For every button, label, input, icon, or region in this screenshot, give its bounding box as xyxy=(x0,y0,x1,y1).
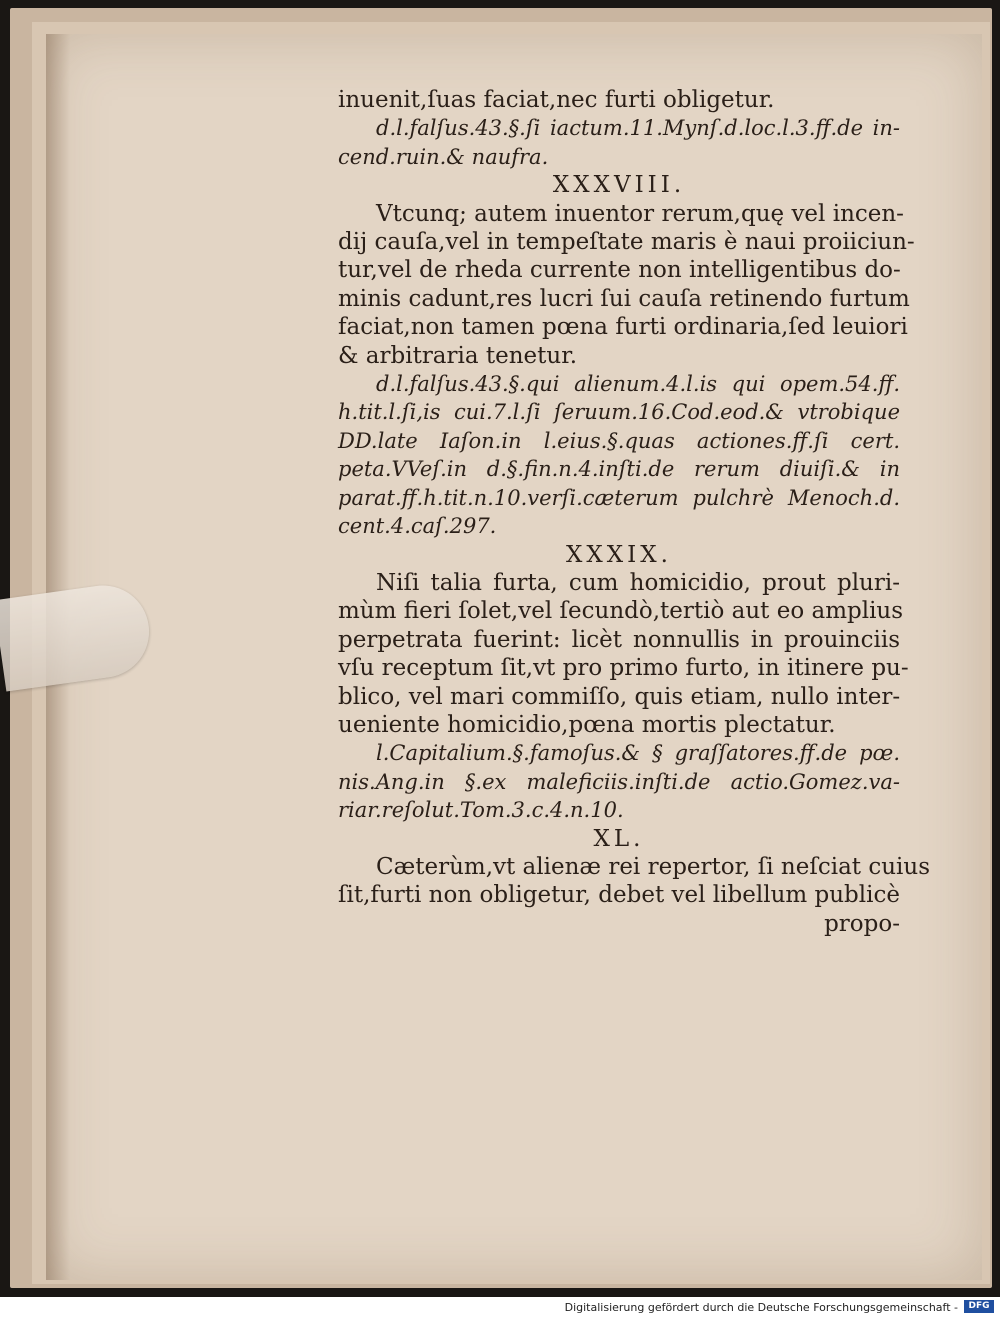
text-line: Vtcunq; autem inuentor rerum,quę vel incen- xyxy=(376,200,904,227)
citation-line: d.l.falſus.43.§.ſi iactum.11.Mynſ.d.loc.l.3.ff.de in- xyxy=(376,116,900,141)
text-line: ueniente homicidio,pœna mortis plectatur. xyxy=(338,711,836,738)
citation-line: cend.ruin.& naufra. xyxy=(338,144,549,169)
text-line: & arbitraria tenetur. xyxy=(338,342,578,369)
citation-line: riar.reſolut.Tom.3.c.4.n.10. xyxy=(338,798,624,823)
citation-line: h.tit.l.ſi,is cui.7.l.ſi ſeruum.16.Cod.eod.& vtrobique xyxy=(338,400,900,425)
section-heading: XXXIX. xyxy=(566,541,672,568)
text-line: Cæterùm,vt alienæ rei repertor, ſi neſciat cuius xyxy=(376,853,930,880)
citation-line: l.Capitalium.§.famoſus.& § graſſatores.ff.de pœ. xyxy=(376,741,900,766)
text-line: perpetrata fuerint: licèt nonnullis in prouinciis xyxy=(338,626,900,653)
text-line: Niſi talia furta, cum homicidio, prout pluri- xyxy=(376,569,900,596)
funding-credit: Digitalisierung gefördert durch die Deutsche Forschungsgemeinschaft - xyxy=(564,1301,958,1314)
text-line: vſu receptum ſit,vt pro primo furto, in itinere pu- xyxy=(338,655,909,682)
citation-line: parat.ff.h.tit.n.10.verſi.cæterum pulchrè Menoch.d. xyxy=(338,485,900,510)
text-line: ſit,furti non obligetur, debet vel libellum publicè xyxy=(338,882,900,909)
text-line: blico, vel mari commiſſo, quis etiam, nullo inter- xyxy=(338,683,901,710)
section-heading: XL. xyxy=(593,825,645,852)
text-line: inuenit,ſuas faciat,nec furti obligetur. xyxy=(338,87,775,113)
footer-bar xyxy=(0,1297,1000,1317)
citation-line: peta.VVeſ.in d.§.fin.n.4.inſti.de rerum diuiſi.& in xyxy=(338,457,900,482)
text-line: faciat,non tamen pœna furti ordinaria,ſed leuiori xyxy=(338,314,908,341)
citation-line: d.l.falſus.43.§.qui alienum.4.l.is qui opem.54.ff. xyxy=(376,372,900,397)
text-line: tur,vel de rheda currente non intelligentibus do- xyxy=(338,257,901,284)
text-line: dij cauſa,vel in tempeſtate maris è naui proiiciun- xyxy=(338,229,915,256)
page-text xyxy=(338,86,930,938)
section-heading: XXXVIII. xyxy=(552,172,686,199)
citation-line: nis.Ang.in §.ex maleficiis.inſti.de actio.Gomez.va- xyxy=(338,769,900,794)
dfg-logo-icon: DFG xyxy=(964,1300,994,1313)
text-line: mùm fieri ſolet,vel ſecundò,tertiò aut eo amplius xyxy=(338,598,904,625)
catchword: propo- xyxy=(824,910,900,937)
citation-line: DD.late Iaſon.in l.eius.§.quas actiones.ff.ſi cert. xyxy=(338,428,900,453)
text-line: minis cadunt,res lucri ſui cauſa retinendo furtum xyxy=(338,285,910,312)
citation-line: cent.4.caſ.297. xyxy=(338,514,497,539)
